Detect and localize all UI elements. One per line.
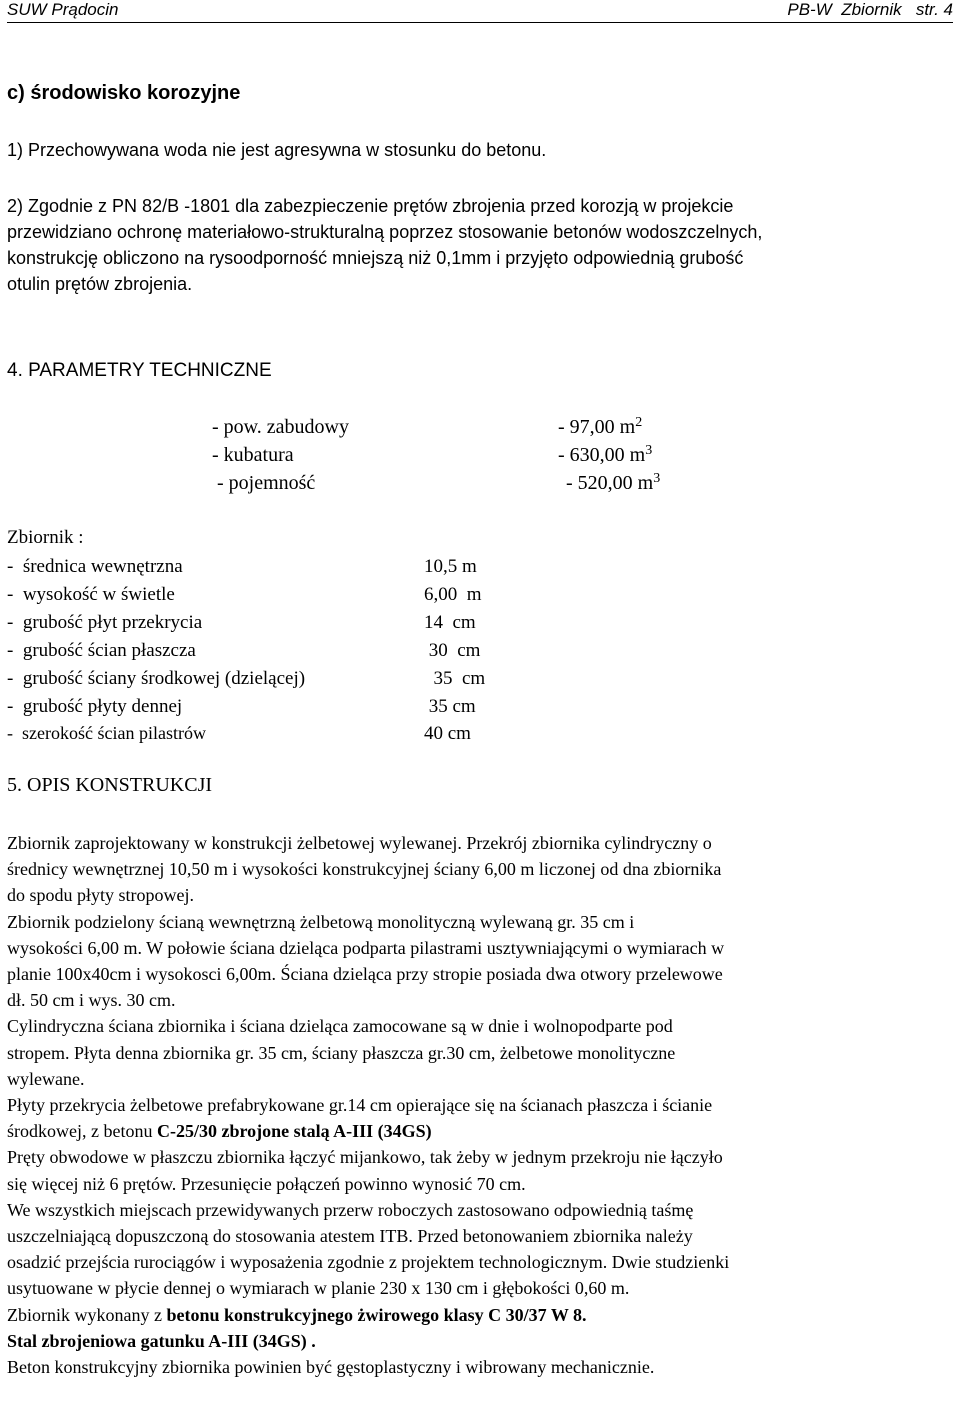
page-header (7, 0, 953, 23)
spec-label: - grubość płyt przekrycia (7, 612, 203, 633)
spec-value: 14 cm (424, 612, 476, 633)
section-4-title: 4. PARAMETRY TECHNICZNE (7, 360, 272, 381)
param-value: - 520,00 $m^3$ (566, 471, 661, 494)
param-label: - kubatura (212, 444, 294, 466)
tank-label: Zbiornik : (7, 527, 84, 548)
spec-value: 6,00 m (424, 584, 482, 605)
param-value: - 630,00 $m^3$ (558, 443, 653, 466)
spec-value: 40 cm (424, 723, 471, 744)
concrete-class-bold: betonu konstrukcyjnego żwirowego klasy C 30/37 W 8. (166, 1304, 587, 1325)
section-c-p2: 2) Zgodnie z PN 82/B -1801 dla zabezpieczenie prętów zbrojenia przed korozją w projekcie przewidziano ochronę materiałowo-strukturalną poprzez stosowanie betonów wodoszczelnych, konstrukcję obliczono na rysoodporność mniejszą niż 0,1mm i przyjęto odpowiednią grubość otulin prętów zbrojenia. (7, 196, 763, 294)
section-c-title: c) środowisko korozyjne (7, 82, 241, 104)
spec-label: - grubość płyty dennej (7, 696, 183, 717)
param-label: - pojemność (212, 472, 316, 494)
concrete-grade-bold: C-25/30 zbrojone stalą A-III (34GS) (156, 1121, 432, 1142)
spec-value: 30 cm (424, 640, 481, 661)
spec-label: - wysokość w świetle (7, 584, 175, 605)
spec-label: - średnica wewnętrzna (7, 556, 183, 577)
header-project: SUW Prądocin (7, 0, 119, 19)
spec-value: 10,5 m (424, 556, 477, 577)
spec-label: - grubość ściany środkowej (dzielącej) (7, 668, 306, 689)
section-5-body: Zbiornik zaprojektowany w konstrukcji żelbetowej wylewanej. Przekrój zbiornika cylindryczny o średnicy wewnętrznej 10,50 m i wysokości konstrukcyjnej ściany 6,00 m liczonej od dna zbiornika do spodu płyty stropowej. Zbiornik podzielony ścianą wewnętrzną żelbetową monolityczną wylewaną gr. 35 cm i wysokości 6,00 m. W połowie ściana dzieląca podparta pilastrami usztywniającymi o wymiarach w planie 100x40cm i wysokosci 6,00m. Ściana dzieląca przy stropie posiada dwa otwory przelewowe dł. 50 cm i wys. 30 cm. Cylindryczna ściana zbiornika i ściana dzieląca zamocowane są w dnie i wolnopodparte pod stropem. Płyta denna zbiornika gr. 35 cm, ściany płaszcza gr.30 cm, żelbetowe monolityczne wylewane. Płyty przekrycia żelbetowe prefabrykowane gr.14 cm opierające się na ścianach płaszcza i ścianie środkowej, z betonu C-25/30 zbrojone stalą A-III (34GS) Pręty obwodowe w płaszczu zbiornika łączyć mijankowo, tak żeby w jednym przekroju nie łączyło się więcej niż 6 prętów. Przesunięcie połączeń powinno wynosić 70 cm. We wszystkich miejscach przewidywanych przerw roboczych zastosowano odpowiednią taśmę uszczelniającą dopuszczoną do stosowania atestem ITB. Przed betonowaniem zbiornika należy osadzić przejścia rurociągów i wyposażenia zgodnie z projektem technologicznym. Dwie studzienki usytuowane w płycie dennej o wymiarach w planie 230 x 130 cm i głębokości 0,60 m. Zbiornik wykonany z betonu konstrukcyjnego żwirowego klasy C 30/37 W 8. Stal zbrojeniowa gatunku A-III (34GS) . Beton konstrukcyjny zbiornika powinien być gęstoplastyczny i wibrowany mechanicznie. (7, 830, 953, 1380)
spec-value: 35 cm (424, 696, 476, 717)
header-page-info: PB-W Zbiornik str. 4 (787, 0, 953, 19)
spec-label: - grubość ścian płaszcza (7, 640, 196, 661)
section-c-p1: 1) Przechowywana woda nie jest agresywna w stosunku do betonu. (7, 140, 547, 160)
spec-label: - szerokość ścian pilastrów (7, 723, 206, 743)
spec-value: 35 cm (424, 668, 486, 689)
param-value: - 97,00 $m^2$ (558, 415, 643, 438)
steel-grade-bold: Stal zbrojeniowa gatunku A-III (34GS) . (7, 1330, 316, 1351)
param-label: - pow. zabudowy (212, 416, 350, 438)
section-5-title: 5. OPIS KONSTRUKCJI (7, 774, 213, 796)
